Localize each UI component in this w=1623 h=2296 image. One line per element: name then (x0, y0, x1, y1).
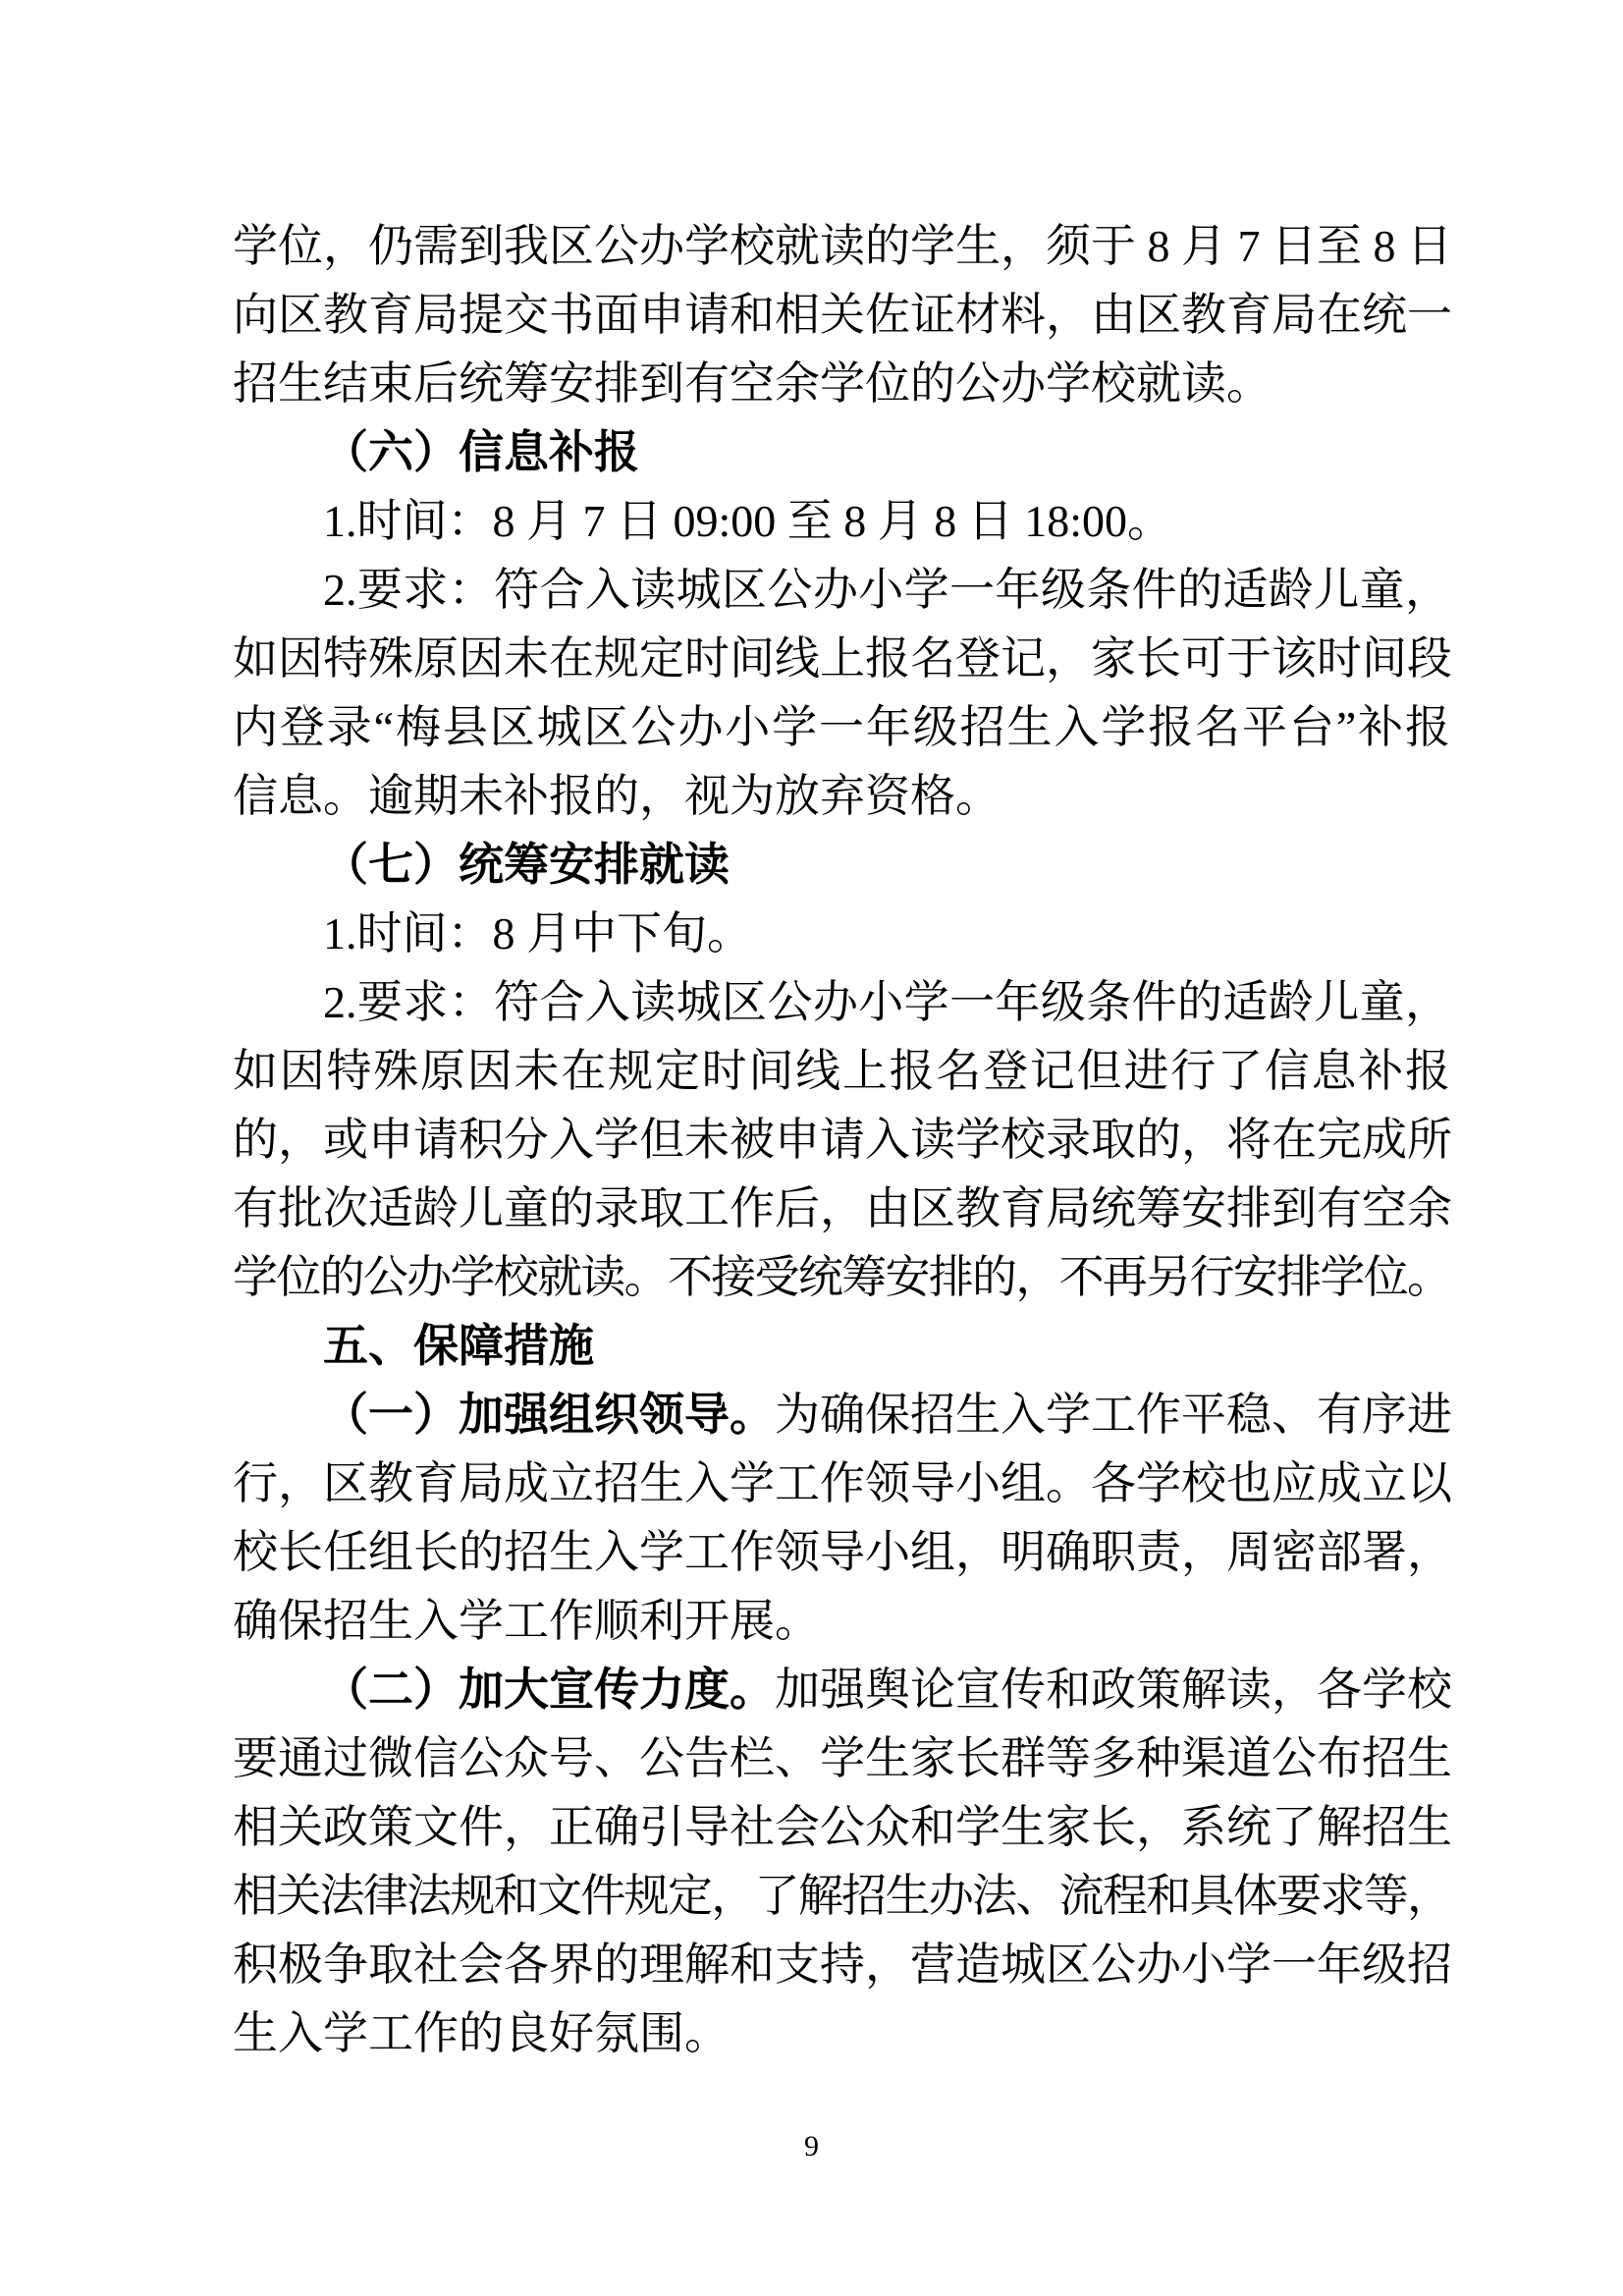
text-line: 生入学工作的良好氛围。 (233, 2008, 730, 2058)
text-line: 学位的公办学校就读。不接受统筹安排的，不再另行安排学位。 (233, 1252, 1450, 1302)
text-line (233, 1381, 1450, 1449)
paragraph-text: 为确保招生入学工作平稳、有序进 (775, 1390, 1452, 1440)
text-line: 的，或申请积分入学但未被申请入读学校录取的，将在完成所 (233, 1115, 1452, 1165)
section-heading-5: 五、保障措施 (323, 1321, 594, 1371)
text-line: 相关法律法规和文件规定，了解招生办法、流程和具体要求等， (233, 1871, 1450, 1921)
text-line: 内登录“梅县区城区公办小学一年级招生入学报名平台”补报 (233, 702, 1450, 752)
paragraph-text: 加强舆论宣传和政策解读，各学校 (775, 1665, 1452, 1715)
text-line: 1.时间：8 月中下旬。 (323, 908, 752, 958)
text-line: 2.要求：符合入读城区公办小学一年级条件的适龄儿童， (323, 977, 1450, 1027)
text-line: 如因特殊原因未在规定时间线上报名登记但进行了信息补报 (233, 1046, 1450, 1096)
text-line: 有批次适龄儿童的录取工作后，由区教育局统筹安排到有空余 (233, 1183, 1452, 1233)
paragraph-lead: （一）加强组织领导。 (323, 1390, 775, 1440)
section-heading-6: （六）信息补报 (323, 427, 639, 477)
section-heading-7: （七）统筹安排就读 (323, 840, 730, 890)
text-line: 确保招生入学工作顺利开展。 (233, 1596, 820, 1646)
text-line: 校长任组长的招生入学工作领导小组，明确职责，周密部署， (233, 1527, 1452, 1577)
text-line: 要通过微信公众号、公告栏、学生家长群等多种渠道公布招生 (233, 1733, 1452, 1783)
paragraph-lead: （二）加大宣传力度。 (323, 1665, 775, 1715)
text-line: 向区教育局提交书面申请和相关佐证材料，由区教育局在统一 (233, 290, 1452, 340)
text-line: 相关政策文件，正确引导社会公众和学生家长，系统了解招生 (233, 1802, 1452, 1852)
text-line: 行，区教育局成立招生入学工作领导小组。各学校也应成立以 (233, 1458, 1452, 1508)
text-line: 1.时间：8 月 7 日 09:00 至 8 月 8 日 18:00。 (323, 496, 1173, 546)
text-line (233, 1656, 1450, 1724)
text-line: 积极争取社会各界的理解和支持，营造城区公办小学一年级招 (233, 1940, 1452, 1990)
text-line: 信息。逾期未补报的，视为放弃资格。 (233, 771, 1001, 821)
page-number: 9 (804, 2130, 819, 2162)
text-line: 学位，仍需到我区公办学校就读的学生，须于 8 月 7 日至 8 日 (233, 221, 1452, 271)
text-line: 2.要求：符合入读城区公办小学一年级条件的适龄儿童， (323, 565, 1450, 615)
text-line: 招生结束后统筹安排到有空余学位的公办学校就读。 (233, 358, 1271, 409)
text-line: 如因特殊原因未在规定时间线上报名登记，家长可于该时间段 (233, 633, 1452, 683)
document-body (233, 212, 1450, 2068)
